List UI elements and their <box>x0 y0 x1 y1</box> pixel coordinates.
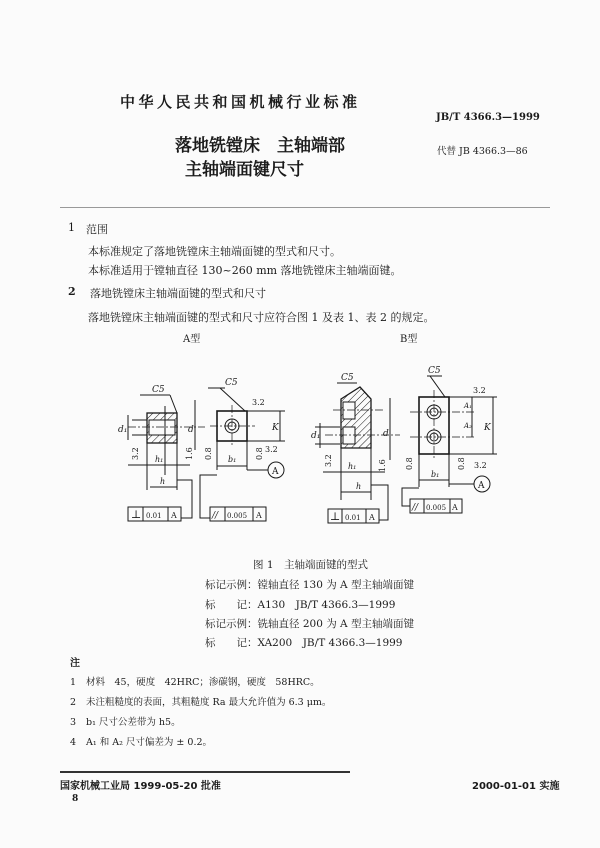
roughness-1-6-b: 1.6 <box>378 459 387 472</box>
chamfer-label-b2: C5 <box>428 366 441 376</box>
roughness-3-2-b: 3.2 <box>324 454 333 467</box>
svg-text:A: A <box>171 511 177 520</box>
parallelism-frame-b <box>410 499 462 513</box>
type-a-label: A型 <box>183 334 201 345</box>
chamfer-label-b1: C5 <box>341 373 354 383</box>
note-text: 未注粗糙度的表面，其粗糙度 Ra 最大允许值为 6.3 μm。 <box>86 697 332 708</box>
type-b-label: B型 <box>400 334 418 345</box>
svg-text:A: A <box>256 511 262 520</box>
roughness-0-8-b2: 0.8 <box>457 457 466 470</box>
type-b-front-view <box>402 366 497 513</box>
svg-text:0.005: 0.005 <box>227 512 248 520</box>
example-label: 标 记： <box>205 599 258 611</box>
dim-d1-label: d₁ <box>118 425 128 435</box>
example-text: 铣轴直径 200 为 A 型主轴端面键 <box>257 618 414 630</box>
svg-text:A: A <box>452 503 458 512</box>
implementation-date: 2000-01-01 实施 <box>472 781 560 792</box>
type-b-side-view <box>311 373 400 523</box>
figure-1-drawings <box>0 340 600 550</box>
example-2 <box>205 597 395 612</box>
dim-h1-label: h₁ <box>155 455 164 464</box>
perpendicularity-frame-a <box>128 507 181 521</box>
issuing-body-title: 中华人民共和国机械行业标准 <box>120 93 361 111</box>
note-text: A₁ 和 A₂ 尺寸偏差为 ± 0.2。 <box>86 737 213 748</box>
dim-b1-label-a: b₁ <box>228 455 237 464</box>
example-label: 标 记： <box>205 637 258 649</box>
standard-number: JB/T 4366.3—1999 <box>436 112 540 123</box>
dim-d1-label-b: d₁ <box>311 431 321 441</box>
dim-k-label-b: K <box>484 423 491 433</box>
section-1-heading: 范围 <box>86 223 108 236</box>
note-number: 4 <box>70 737 77 748</box>
section-2-number: 2 <box>68 285 76 298</box>
approval-line: 国家机械工业局 1999-05-20 批准 <box>60 781 221 792</box>
page-number: 8 <box>72 794 79 804</box>
example-text: A130 JB/T 4366.3—1999 <box>257 599 396 611</box>
parallelism-frame-a <box>210 507 266 521</box>
replaces-standard: 代替 JB 4366.3—86 <box>437 146 528 157</box>
doc-title-line2: 主轴端面键尺寸 <box>185 160 304 180</box>
section-2-heading: 落地铣镗床主轴端面键的型式和尺寸 <box>90 287 266 300</box>
roughness-0-8-b1: 0.8 <box>405 457 414 470</box>
note-text: b₁ 尺寸公差带为 h5。 <box>86 717 181 728</box>
note-1 <box>70 674 320 688</box>
dim-h1-label-b: h₁ <box>348 462 357 471</box>
svg-text://: // <box>412 503 419 513</box>
roughness-0-8-a1: 0.8 <box>204 447 213 460</box>
chamfer-label-a1: C5 <box>152 385 165 395</box>
roughness-3-2-a: 3.2 <box>131 447 140 460</box>
example-text: 镗轴直径 130 为 A 型主轴端面键 <box>257 579 414 591</box>
section-2-para-1: 落地铣镗床主轴端面键的型式和尺寸应符合图 1 及表 1、表 2 的规定。 <box>88 311 435 324</box>
roughness-0-8-a2: 0.8 <box>255 447 264 460</box>
roughness-3-2-b2: 3.2 <box>473 386 486 395</box>
roughness-3-2-a2: 3.2 <box>252 398 265 407</box>
dim-b1-label-b: b₁ <box>431 470 440 479</box>
example-label: 标记示例： <box>205 618 258 630</box>
roughness-3-2-b3: 3.2 <box>474 461 487 470</box>
svg-text:⊥: ⊥ <box>330 510 341 523</box>
note-2 <box>70 694 331 708</box>
type-a-side-view <box>118 385 205 521</box>
note-3 <box>70 714 181 728</box>
dim-d-label: d <box>188 425 194 435</box>
dim-a1-label: A₁ <box>464 402 472 410</box>
figure-caption: 图 1 主轴端面键的型式 <box>253 559 369 571</box>
example-4 <box>205 635 403 650</box>
doc-title-line1: 落地铣镗床 主轴端部 <box>175 136 345 156</box>
datum-a-circle-a: A <box>272 467 279 477</box>
svg-text:⊥: ⊥ <box>131 508 142 521</box>
example-1 <box>205 577 414 592</box>
dim-a2-label: A₂ <box>464 422 472 430</box>
note-text: 材料 45，硬度 42HRC；渗碳钢，硬度 58HRC。 <box>86 677 320 688</box>
svg-text:0.01: 0.01 <box>345 514 361 522</box>
dim-d-label-b: d <box>383 429 389 439</box>
roughness-3-2-a3: 3.2 <box>265 445 278 454</box>
dim-k-label-a: K <box>272 423 279 433</box>
perpendicularity-frame-b <box>328 509 379 523</box>
notes-heading: 注 <box>70 658 80 669</box>
example-label: 标记示例： <box>205 579 258 591</box>
dim-h-label: h <box>160 477 166 486</box>
note-4 <box>70 734 212 748</box>
example-3 <box>205 616 414 631</box>
header-divider <box>60 207 550 208</box>
note-number: 3 <box>70 717 77 728</box>
type-a-front-view <box>200 378 285 521</box>
svg-text:0.005: 0.005 <box>426 504 447 512</box>
svg-text:0.01: 0.01 <box>146 512 162 520</box>
dim-h-label-b: h <box>356 482 362 491</box>
example-text: XA200 JB/T 4366.3—1999 <box>257 637 403 649</box>
datum-a-circle-b: A <box>478 481 485 491</box>
footer-divider <box>60 771 350 773</box>
svg-text:A: A <box>369 513 375 522</box>
note-number: 2 <box>70 697 77 708</box>
section-1-para-1: 本标准规定了落地铣镗床主轴端面键的型式和尺寸。 <box>88 245 341 258</box>
note-number: 1 <box>70 677 77 688</box>
chamfer-label-a2: C5 <box>225 378 238 388</box>
svg-text://: // <box>212 511 219 521</box>
roughness-1-6-a: 1.6 <box>185 447 194 460</box>
section-1-para-2: 本标准适用于镗轴直径 130~260 mm 落地铣镗床主轴端面键。 <box>88 264 402 277</box>
section-1-number: 1 <box>68 221 75 234</box>
